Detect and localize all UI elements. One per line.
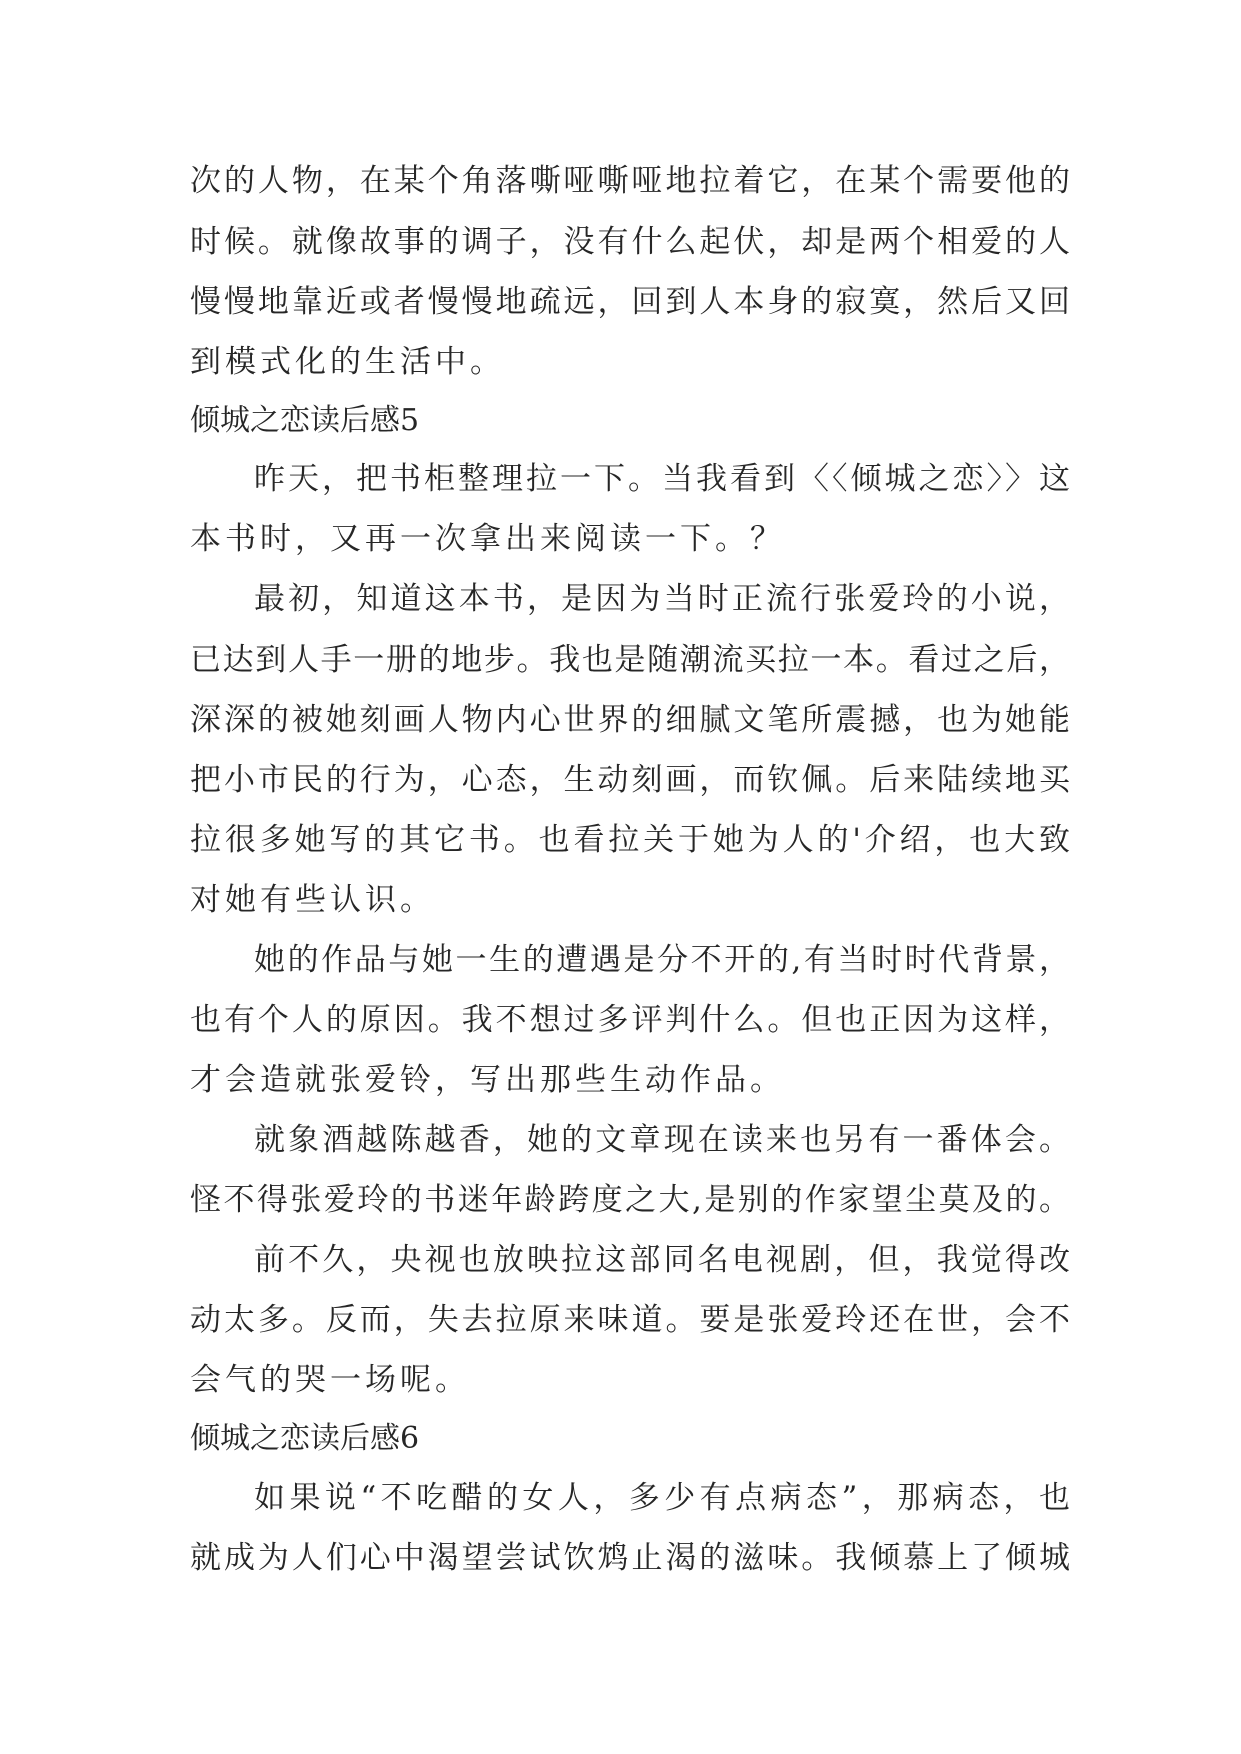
paragraph-first-line: 如果说“不吃醋的女人，多少有点病态”，那病态，也: [254, 1480, 1070, 1516]
text-line: 到模式化的生活中。: [190, 344, 505, 380]
paragraph-first-line: 最初，知道这本书，是因为当时正流行张爱玲的小说，: [254, 581, 1070, 617]
section-heading: 倾城之恋读后感5: [190, 403, 420, 438]
text-line: 次的人物，在某个角落嘶哑嘶哑地拉着它，在某个需要他的: [190, 163, 1070, 199]
text-line: 已达到人手一册的地步。我也是随潮流买拉一本。看过之后，: [190, 642, 1070, 678]
text-line: 把小市民的行为，心态，生动刻画，而钦佩。后来陆续地买: [190, 762, 1070, 798]
section-heading: 倾城之恋读后感6: [190, 1421, 420, 1456]
text-line: 本书时，又再一次拿出来阅读一下。？: [190, 521, 785, 557]
text-line: 才会造就张爱铃，写出那些生动作品。: [190, 1062, 785, 1098]
paragraph-first-line: 她的作品与她一生的遭遇是分不开的,有当时时代背景，: [254, 942, 1070, 978]
text-line: 会气的哭一场呢。: [190, 1362, 470, 1398]
text-line: 深深的被她刻画人物内心世界的细腻文笔所震撼，也为她能: [190, 702, 1070, 738]
paragraph-first-line: 昨天，把书柜整理拉一下。当我看到〈〈倾城之恋〉〉这: [254, 461, 1070, 497]
text-line: 时候。就像故事的调子，没有什么起伏，却是两个相爱的人: [190, 224, 1070, 260]
text-line: 就成为人们心中渴望尝试饮鸩止渴的滋味。我倾慕上了倾城: [190, 1540, 1070, 1576]
text-line: 慢慢地靠近或者慢慢地疏远，回到人本身的寂寞，然后又回: [190, 284, 1070, 320]
text-line: 对她有些认识。: [190, 882, 435, 918]
text-line: 也有个人的原因。我不想过多评判什么。但也正因为这样，: [190, 1002, 1070, 1038]
text-line: 拉很多她写的其它书。也看拉关于她为人的'介绍，也大致: [190, 822, 1070, 858]
text-line: 动太多。反而，失去拉原来味道。要是张爱玲还在世，会不: [190, 1302, 1070, 1338]
paragraph-first-line: 前不久，央视也放映拉这部同名电视剧，但，我觉得改: [254, 1242, 1070, 1278]
text-line: 怪不得张爱玲的书迷年龄跨度之大,是别的作家望尘莫及的。: [190, 1182, 1070, 1218]
paragraph-first-line: 就象酒越陈越香，她的文章现在读来也另有一番体会。: [254, 1122, 1070, 1158]
